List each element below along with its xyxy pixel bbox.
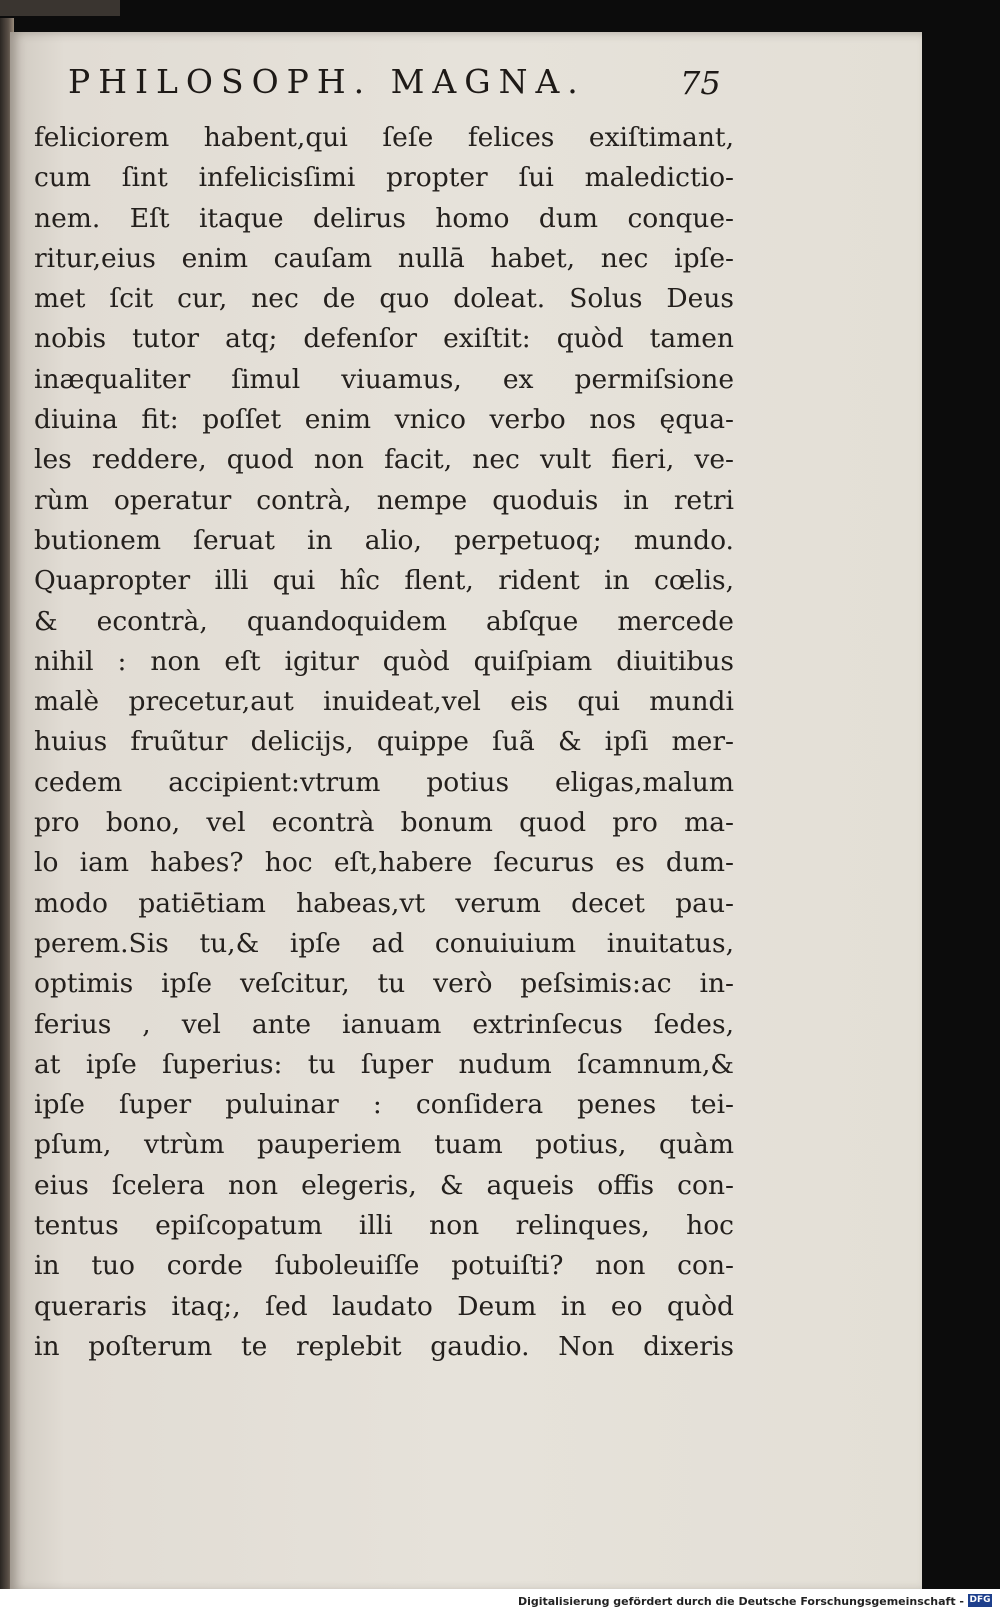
text-line: butionem ſeruat in alio, perpetuoq; mundo. [34, 524, 734, 556]
text-line: cedem accipient:vtrum potius eligas,malum [34, 766, 734, 798]
text-line: nem. Eſt itaque delirus homo dum conque- [34, 202, 734, 234]
text-line: nobis tutor atq; defenſor exiſtit: quòd tamen [34, 323, 734, 355]
body-text [34, 118, 734, 1367]
text-line: feliciorem habent,qui ſeſe felices exiſtimant, [34, 122, 734, 153]
text-line: pro bono, vel econtrà bonum quod pro ma- [34, 807, 734, 839]
folio-number: 75 [680, 64, 721, 102]
text-line: tentus epiſcopatum illi non relinques, hoc [34, 1210, 734, 1242]
text-line: optimis ipſe veſcitur, tu verò peſsimis:ac in- [34, 968, 734, 1000]
text-line: perem.Sis tu,& ipſe ad conuiuium inuitatus, [34, 927, 734, 959]
dfg-logo-icon: DFG [969, 1595, 991, 1605]
text-line: ipſe ſuper puluinar : conſidera penes tei- [34, 1089, 734, 1121]
running-head: PHILOSOPH. MAGNA. [68, 62, 586, 101]
text-line: modo patiētiam habeas,vt verum decet pau- [34, 887, 734, 919]
footer-bar [0, 1589, 1000, 1611]
text-line: in poſterum te replebit gaudio. Non dixeris [34, 1330, 734, 1362]
text-line: diuina fit: poſſet enim vnico verbo nos ęqua- [34, 404, 734, 436]
text-line: ferius , vel ante ianuam extrinſecus ſedes, [34, 1008, 734, 1040]
text-line: huius fruũtur delicijs, quippe ſuã & ipſi mer- [34, 726, 734, 758]
text-line: pſum, vtrùm pauperiem tuam potius, quàm [34, 1129, 734, 1161]
text-line: lo iam habes? hoc eſt,habere ſecurus es dum- [34, 847, 734, 879]
text-line: cum ſint infelicisſimi propter ſui maledictio- [34, 162, 734, 194]
text-line: nihil : non eſt igitur quòd quiſpiam diuitibus [34, 645, 734, 677]
text-line: & econtrà, quandoquidem abſque mercede [34, 605, 734, 637]
footer-credit: Digitalisierung gefördert durch die Deutsche Forschungsgemeinschaft - [517, 1595, 964, 1608]
book-edge-top [0, 0, 120, 16]
text-line: eius ſcelera non elegeris, & aqueis offis con- [34, 1169, 734, 1201]
text-line: inæqualiter ſimul viuamus, ex permiſsione [34, 363, 734, 395]
text-line: at ipſe ſuperius: tu ſuper nudum ſcamnum,& [34, 1048, 734, 1080]
text-line: rùm operatur contrà, nempe quoduis in retri [34, 484, 734, 516]
text-line: in tuo corde ſuboleuiſſe potuiſti? non con- [34, 1250, 734, 1282]
text-line: queraris itaq;, ſed laudato Deum in eo quòd [34, 1290, 734, 1322]
text-line: les reddere, quod non facit, nec vult fieri, ve- [34, 444, 734, 476]
text-line: Quapropter illi qui hîc flent, rident in cœlis, [34, 565, 734, 597]
text-line: ritur,eius enim cauſam nullā habet, nec ipſe- [34, 242, 734, 274]
text-line: malè precetur,aut inuideat,vel eis qui mundi [34, 686, 734, 718]
text-line: met ſcit cur, nec de quo doleat. Solus Deus [34, 283, 734, 315]
